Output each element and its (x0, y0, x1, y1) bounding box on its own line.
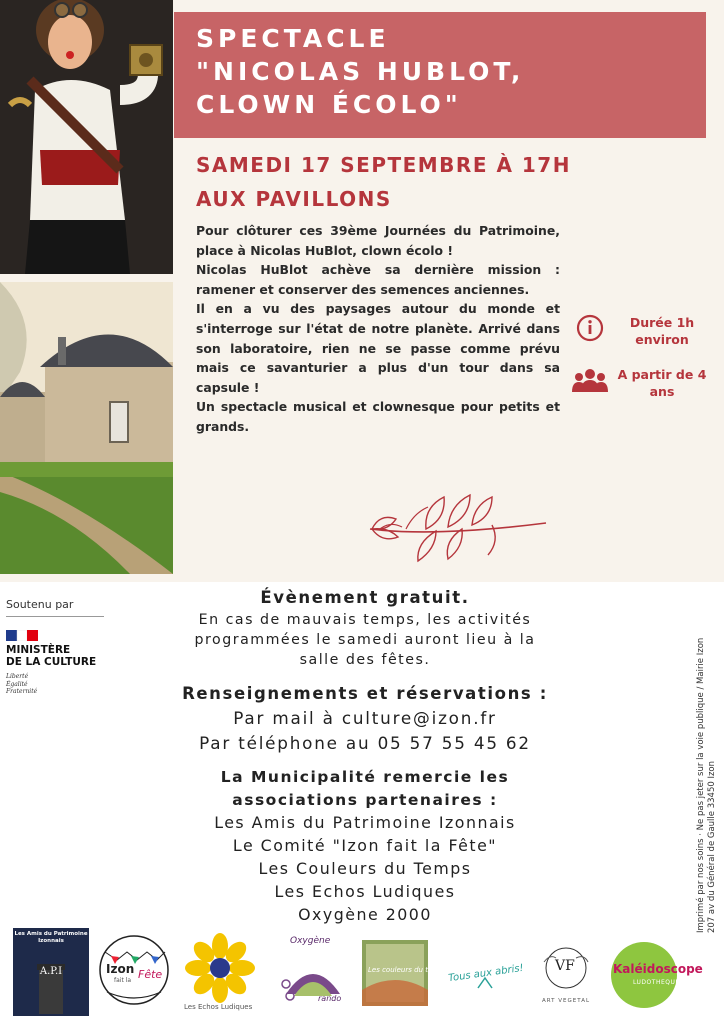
api-logo-short: A.P.I (39, 966, 63, 977)
kaleido-logo-sub: LUDOTHEQUE (633, 979, 680, 986)
vf-logo-text: VF (555, 958, 575, 974)
izon-logo-fete: Fête (138, 968, 163, 981)
description (196, 221, 560, 437)
echos-logo-text: Les Echos Ludiques (184, 1003, 253, 1011)
title-line-1: SPECTACLE (196, 24, 390, 53)
contact-phone: Par téléphone au 05 57 55 45 62 (199, 733, 531, 753)
ministry-line-1: MINISTÈRE (6, 644, 71, 656)
imprint-line: 207 av du Général de Gaulle 33450 Izon (707, 760, 717, 933)
clown-photo (0, 0, 173, 274)
ministry-name (6, 644, 96, 668)
tous-abri-logo-text: Tous aux abris! (447, 962, 525, 985)
title-line-3: CLOWN ÉCOLO" (196, 90, 462, 119)
ministry-line-2: DE LA CULTURE (6, 656, 97, 668)
contact-mail: Par mail à culture@izon.fr (233, 708, 497, 728)
api-logo-title: Les Amis du Patrimoine Izonnais (14, 931, 88, 944)
duration-text: Durée 1h environ (629, 315, 695, 347)
description-paragraph: Nicolas HuBlot achève sa dernière mission : ramener et conserver des semences anciennes. (196, 262, 560, 297)
marianne-logo (6, 630, 38, 641)
partner-name: Oxygène 2000 (298, 905, 432, 924)
free-event-line: salle des fêtes. (299, 652, 431, 668)
branch-illustration (366, 485, 552, 571)
title-banner (174, 12, 706, 138)
info-icon (572, 314, 608, 342)
partner-name: Le Comité "Izon fait la Fête" (232, 836, 498, 855)
thanks-heading: associations partenaires : (232, 791, 498, 809)
description-paragraph: Il en a vu des paysages autour du monde et s'interroge sur l'état de notre planète. Arrivé dans son laboratoire, rien ne se passe comme prévu mais ce savanturier a plus d'un tour dans sa capsule ! (196, 301, 560, 395)
oxygene-logo-top: Oxygène (290, 936, 331, 946)
free-event-heading: Évènement gratuit. (260, 588, 470, 607)
description-paragraph: Pour clôturer ces 39ème Journées du Patrimoine, place à Nicolas HuBlot, clown écolo ! (196, 223, 560, 258)
contact-heading: Renseignements et réservations : (182, 684, 548, 703)
partner-name: Les Couleurs du Temps (258, 859, 472, 878)
age-text: A partir de 4 ans (617, 367, 707, 399)
echos-ludiques-logo (180, 932, 260, 1004)
event-place: AUX PAVILLONS (196, 187, 392, 211)
thanks-heading: La Municipalité remercie les (220, 768, 510, 786)
partner-name: Les Amis du Patrimoine Izonnais (214, 813, 516, 832)
partner-name: Les Echos Ludiques (274, 882, 456, 901)
couleurs-logo-text: Les couleurs du temps (368, 966, 448, 974)
support-label: Soutenu par (6, 598, 74, 611)
izon-logo-text: Izon (106, 962, 135, 976)
free-event-line: programmées le samedi auront lieu à la (194, 632, 536, 648)
divider (6, 616, 104, 617)
pavilion-photo (0, 282, 173, 574)
vf-logo-sub: ART VEGETAL (542, 998, 591, 1004)
group-icon (572, 366, 608, 394)
oxygene-logo-bottom: rando (318, 994, 342, 1003)
imprint-line: Imprimé par nos soins · Ne pas jeter sur la voie publique / Mairie Izon (696, 637, 706, 933)
motto-line: Fraternité (6, 688, 38, 695)
motto-line: Liberté (6, 673, 29, 680)
ministry-motto (6, 673, 37, 696)
motto-line: Égalité (6, 680, 28, 688)
free-event-line: En cas de mauvais temps, les activités (198, 612, 532, 628)
event-date: SAMEDI 17 SEPTEMBRE À 17H (196, 153, 571, 177)
api-logo (13, 928, 89, 1016)
title-line-2: "NICOLAS HUBLOT, (196, 57, 525, 86)
izon-logo-sub: fait la (114, 977, 132, 984)
kaleido-logo-text: Kaléidoscope (613, 962, 703, 976)
imprint-text (696, 633, 718, 933)
description-paragraph: Un spectacle musical et clownesque pour petits et grands. (196, 399, 560, 434)
